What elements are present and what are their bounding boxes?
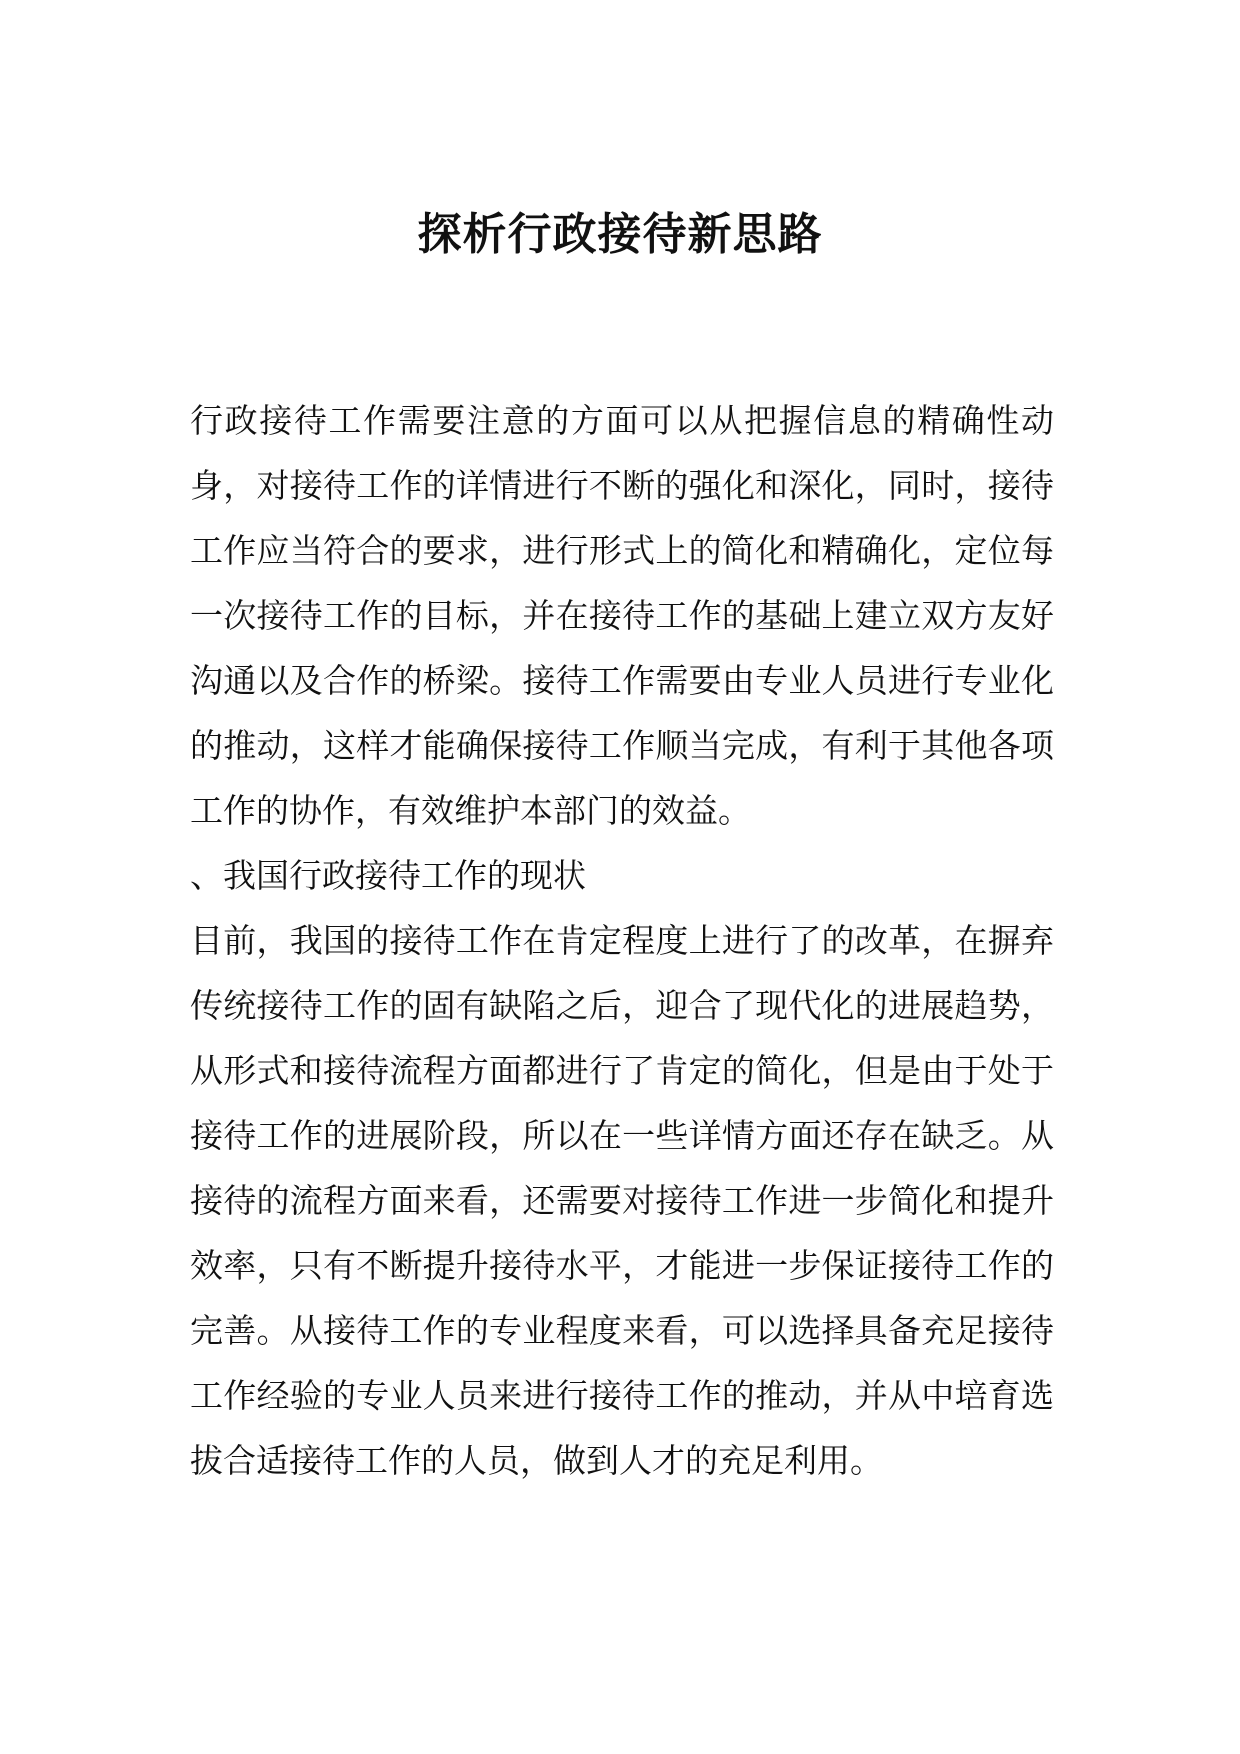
document-title: 探析行政接待新思路 <box>417 209 823 260</box>
section-heading-status: 、我国行政接待工作的现状 <box>190 856 586 895</box>
body-paragraph-intro: 行政接待工作需要注意的方面可以从把握信息的精确性动身，对接待工作的详情进行不断的强化和深化，同时，接待工作应当符合的要求，进行形式上的简化和精确化，定位每一次接待工作的目标，并在接待工作的基础上建立双方友好沟通以及合作的桥梁。接待工作需要由专业人员进行专业化的推动，这样才能确保接待工作顺当完成，有利于其他各项工作的协作，有效维护本部门的效益。 <box>190 401 1054 830</box>
document-body <box>190 388 1054 1493</box>
body-paragraph-status: 目前，我国的接待工作在肯定程度上进行了的改革，在摒弃传统接待工作的固有缺陷之后，迎合了现代化的进展趋势，从形式和接待流程方面都进行了肯定的简化，但是由于处于接待工作的进展阶段，所以在一些详情方面还存在缺乏。从接待的流程方面来看，还需要对接待工作进一步简化和提升效率，只有不断提升接待水平，才能进一步保证接待工作的完善。从接待工作的专业程度来看，可以选择具备充足接待工作经验的专业人员来进行接待工作的推动，并从中培育选拔合适接待工作的人员，做到人才的充足利用。 <box>190 921 1054 1480</box>
